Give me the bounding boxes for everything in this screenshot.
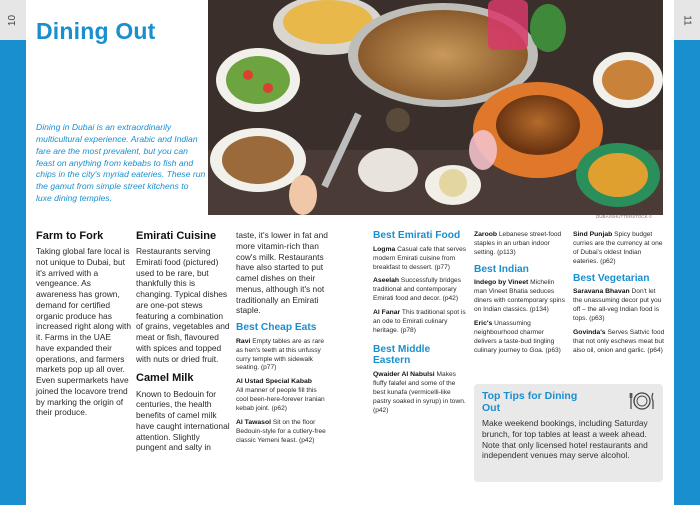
page-title: Dining Out	[36, 18, 156, 44]
emirati-heading: Emirati Cuisine	[136, 230, 217, 242]
camel-heading: Camel Milk	[136, 372, 194, 385]
list-item: Saravana Bhavan Don't let the unassuming decor put you off – the all-veg Indian food is tops. (p63)	[573, 288, 662, 322]
list-item: Logma Casual cafe that serves modern Emirati cuisine from breakfast to dessert. (p77)	[373, 245, 467, 271]
best-indian-column	[474, 230, 566, 360]
list-item: Sind Punjab Spicy budget curries are the currency at one of Dubai's oldest Indian eateries. (p62)	[573, 231, 663, 265]
farm-to-fork-section	[36, 230, 131, 418]
right-page-number: 11	[674, 0, 700, 40]
list-item: Ravi Empty tables are as rare as hen's teeth at this unfussy curry temple with sidewalk seating. (p77)	[236, 337, 325, 372]
emirati-text: Restaurants serving Emirati food (pictured) used to be rare, but thankfully this is changing. Typical dishes are one-pot stews featuring a combination of grains, vegetables and meat or fish, flavoured with spices and topped with nuts or dried fruit.	[136, 246, 230, 364]
intro-text: Dining in Dubai is an extraordinarily multicultural experience. Arabic and Indian fare are the most prevalent, but you can feast on anything from kebabs to fish and chips in the city's myriad eateries. These run the gamut from simple street kitchens to luxe dining temples.	[36, 122, 206, 204]
right-edge-tab	[674, 40, 700, 505]
best-vegetarian-column	[573, 230, 665, 360]
best-emirati-heading: Best Emirati Food	[373, 230, 461, 241]
list-item: Aseelah Successfully bridges traditional and contemporary Emirati food and decor. (p42)	[373, 277, 462, 303]
cheap-eats-column	[236, 230, 328, 450]
photo-credit: DUBAI/SHUTTERSTOCK ©	[596, 214, 653, 219]
list-item: Al Fanar This traditional spot is an ode to Emirati culinary heritage. (p78)	[373, 309, 466, 334]
list-item: Qwaider Al Nabulsi Makes fluffy falafel and some of the best kunafa (vermicelli-like pastry soaked in syrup) in town. (p42)	[373, 371, 466, 414]
list-item: Zaroob Lebanese street-food staples in an urban indoor setting. (p113)	[474, 231, 562, 256]
food-photo-illustration	[208, 0, 663, 215]
best-indian-heading: Best Indian	[474, 263, 529, 275]
list-item: Al Ustad Special Kabab All manner of people fill this cool been-here-forever Iranian kebab joint. (p62)	[236, 378, 325, 412]
camel-text-continued: taste, it's lower in fat and more vitamin-rich than cow's milk. Restaurants have also started to put camel dishes on their menus, although it's not traditionally an Emirati staple.	[236, 230, 328, 316]
best-emirati-column	[373, 230, 467, 420]
cheap-eats-heading: Best Cheap Eats	[236, 322, 317, 333]
list-item: Govinda's Serves Sattvic food that not only eschews meat but also oil, onion and garlic. (p64)	[573, 328, 665, 354]
top-tips-text: Make weekend bookings, including Saturday brunch, for top tables at least a week ahead. Note that only licensed hotel restaurants and independent venues may serve alcohol.	[482, 418, 648, 461]
left-page-number: 10	[0, 0, 26, 40]
farm-heading: Farm to Fork	[36, 230, 104, 242]
farm-text: Taking global fare local is not unique to Dubai, but it's arrived with a vengeance. As awareness has grown, demand for certified organic produce has increased right along with it. Farms in the UAE have expanded their operations, and farmers markets pop up all over. Even supermarkets have joined the locavore trend by marking the origin of their produce.	[36, 246, 131, 418]
emirati-cuisine-section	[136, 230, 231, 453]
top-tips-box	[474, 384, 663, 482]
plate-cutlery-icon	[629, 390, 655, 412]
list-item: Al Tawasol Sit on the floor Bedouin-style for a cutlery-free classic Yemeni feast. (p42)	[236, 418, 326, 444]
food-photo	[208, 0, 663, 215]
left-side-label: Plan Your Trip Dining Out	[8, 120, 19, 220]
right-side-label: Plan Your Trip Dining Out	[682, 120, 693, 220]
best-vegetarian-heading: Best Vegetarian	[573, 272, 650, 284]
camel-text: Known to Bedouin for centuries, the health benefits of camel milk have caught international attention. Slightly pungent and salty in	[136, 388, 230, 453]
best-middle-eastern-heading: Best Middle Eastern	[373, 343, 431, 367]
list-item: Indego by Vineet Michelin man Vineet Bhatia seduces diners with contemporary spins on Indian classics. (p134)	[474, 279, 565, 314]
list-item: Eric's Unassuming neighbourhood charmer delivers a taste-bud tingling culinary journey to Goa. (p63)	[474, 319, 561, 354]
top-tips-title: Top Tips for Dining Out	[482, 390, 578, 415]
left-edge-tab	[0, 40, 26, 505]
